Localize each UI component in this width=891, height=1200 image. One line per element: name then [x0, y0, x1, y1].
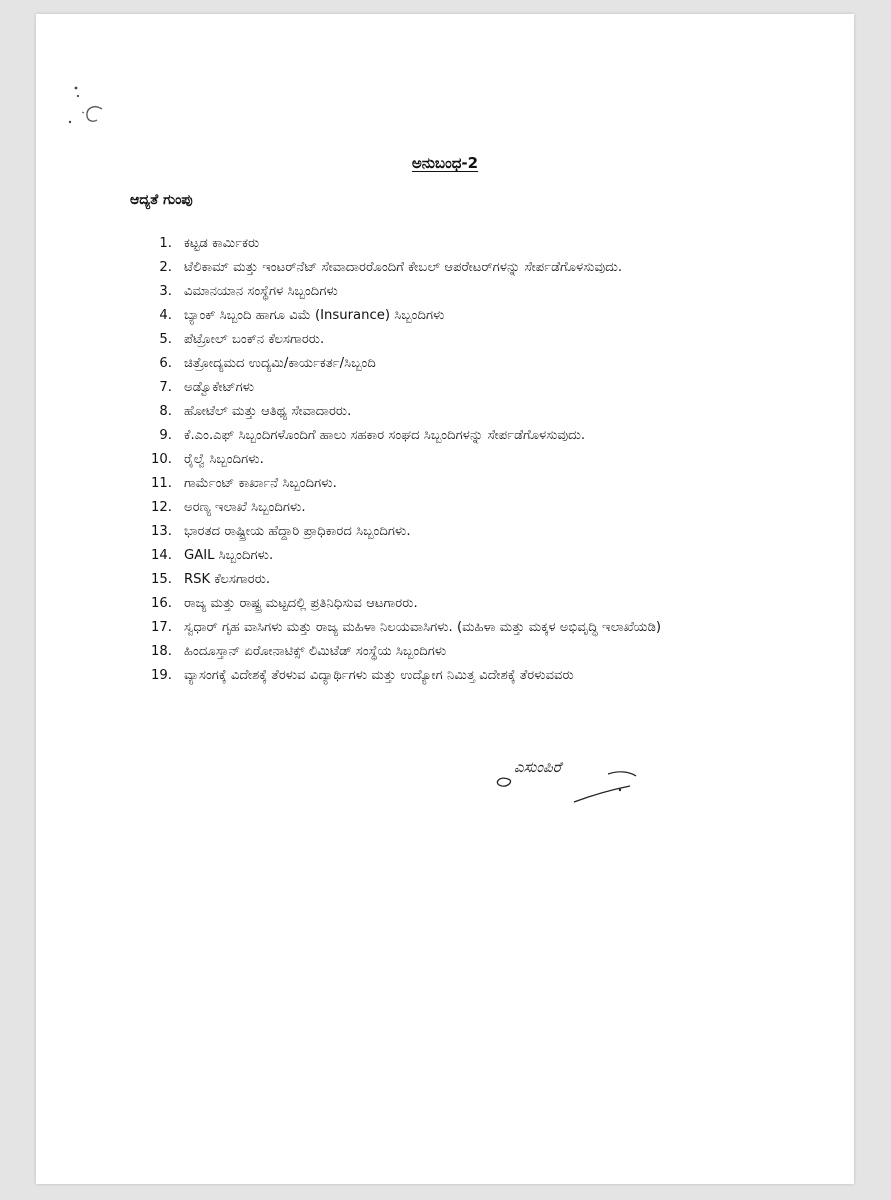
annexure-heading — [36, 154, 854, 172]
list-item: 19. ವ್ಯಾಸಂಗಕ್ಕೆ ವಿದೇಶಕ್ಕೆ ತೆರಳುವ ವಿದ್ಯಾರ್ಥಿಗಳು ಮತ್ತು ಉದ್ಯೋಗ ನಿಮಿತ್ತ ವಿದೇಶಕ್ಕೆ ತೆರಳುವವರು — [151, 668, 574, 683]
signature — [480, 752, 640, 808]
list-item: 1. ಕಟ್ಟಡ ಕಾರ್ಮಿಕರು — [159, 236, 260, 251]
list-item: 12. ಅರಣ್ಯ ಇಲಾಖೆ ಸಿಬ್ಬಂದಿಗಳು. — [151, 500, 306, 515]
priority-group-title: ಆದ್ಯತೆ ಗುಂಪು — [130, 192, 193, 208]
list-item: 15. RSK ಕೆಲಸಗಾರರು. — [151, 572, 271, 587]
list-item: 17. ಸ್ವಧಾರ್ ಗೃಹ ವಾಸಿಗಳು ಮತ್ತು ರಾಜ್ಯ ಮಹಿಳಾ ನಿಲಯವಾಸಿಗಳು. (ಮಹಿಳಾ ಮತ್ತು ಮಕ್ಕಳ ಅಭಿವೃದ್ಧಿ ಇಲಾಖೆಯಡಿ) — [151, 620, 662, 635]
list-item: 8. ಹೋಟೆಲ್ ಮತ್ತು ಆತಿಥ್ಯ ಸೇವಾದಾರರು. — [159, 404, 352, 419]
list-item: 2. ಟೆಲಿಕಾಮ್ ಮತ್ತು ಇಂಟರ್‌ನೆಟ್ ಸೇವಾದಾರರೊಂದಿಗೆ ಕೇಬಲ್ ಆಪರೇಟರ್‌ಗಳನ್ನು ಸೇರ್ಪಡೆಗೊಳಸುವುದು. — [159, 260, 623, 275]
list-item: 7. ಅಡ್ವೊಕೇಟ್‌ಗಳು — [159, 380, 255, 395]
list-item: 6. ಚಿತ್ರೋದ್ಯಮದ ಉದ್ಯಮಿ/ಕಾರ್ಯಕರ್ತ/ಸಿಬ್ಬಂದಿ — [159, 356, 376, 371]
list-item: 18. ಹಿಂದೂಸ್ತಾನ್ ಏರೋನಾಟಿಕ್ಸ್ ಲಿಮಿಟೆಡ್ ಸಂಸ್ಥೆಯ ಸಿಬ್ಬಂದಿಗಳು — [151, 644, 447, 659]
stray-ink-mark — [64, 66, 110, 130]
signature-text: ಎಸುಂಪಿರೆ — [514, 758, 562, 776]
priority-list — [146, 234, 776, 690]
annexure-heading-text: ಅನುಬಂಧ-2 — [411, 154, 479, 172]
list-item: 4. ಬ್ಯಾಂಕ್ ಸಿಬ್ಬಂದಿ ಹಾಗೂ ವಿಮೆ (Insurance) ಸಿಬ್ಬಂದಿಗಳು — [159, 308, 445, 323]
list-item: 10. ರೈಲ್ವೆ ಸಿಬ್ಬಂದಿಗಳು. — [151, 452, 264, 467]
list-item: 16. ರಾಜ್ಯ ಮತ್ತು ರಾಷ್ಟ್ರ ಮಟ್ಟದಲ್ಲಿ ಪ್ರತಿನಿಧಿಸುವ ಆಟಗಾರರು. — [151, 596, 418, 611]
list-item: 11. ಗಾರ್ಮೆಂಟ್ ಕಾರ್ಖಾನೆ ಸಿಬ್ಬಂದಿಗಳು. — [151, 476, 337, 491]
list-item: 3. ವಿಮಾನಯಾನ ಸಂಸ್ಥೆಗಳ ಸಿಬ್ಬಂದಿಗಳು — [159, 284, 338, 299]
list-item: 5. ಪೆಟ್ರೋಲ್ ಬಂಕ್‌ನ ಕೆಲಸಗಾರರು. — [159, 332, 325, 347]
list-item: 9. ಕೆ.ಎಂ.ಎಫ್ ಸಿಬ್ಬಂದಿಗಳೊಂದಿಗೆ ಹಾಲು ಸಹಕಾರ ಸಂಘದ ಸಿಬ್ಬಂದಿಗಳನ್ನು ಸೇರ್ಪಡೆಗೊಳಸುವುದು. — [159, 428, 586, 443]
list-item: 14. GAIL ಸಿಬ್ಬಂದಿಗಳು. — [151, 548, 274, 563]
list-item: 13. ಭಾರತದ ರಾಷ್ಟ್ರೀಯ ಹೆದ್ದಾರಿ ಪ್ರಾಧಿಕಾರದ ಸಿಬ್ಬಂದಿಗಳು. — [151, 524, 411, 539]
document-page — [36, 14, 854, 1184]
